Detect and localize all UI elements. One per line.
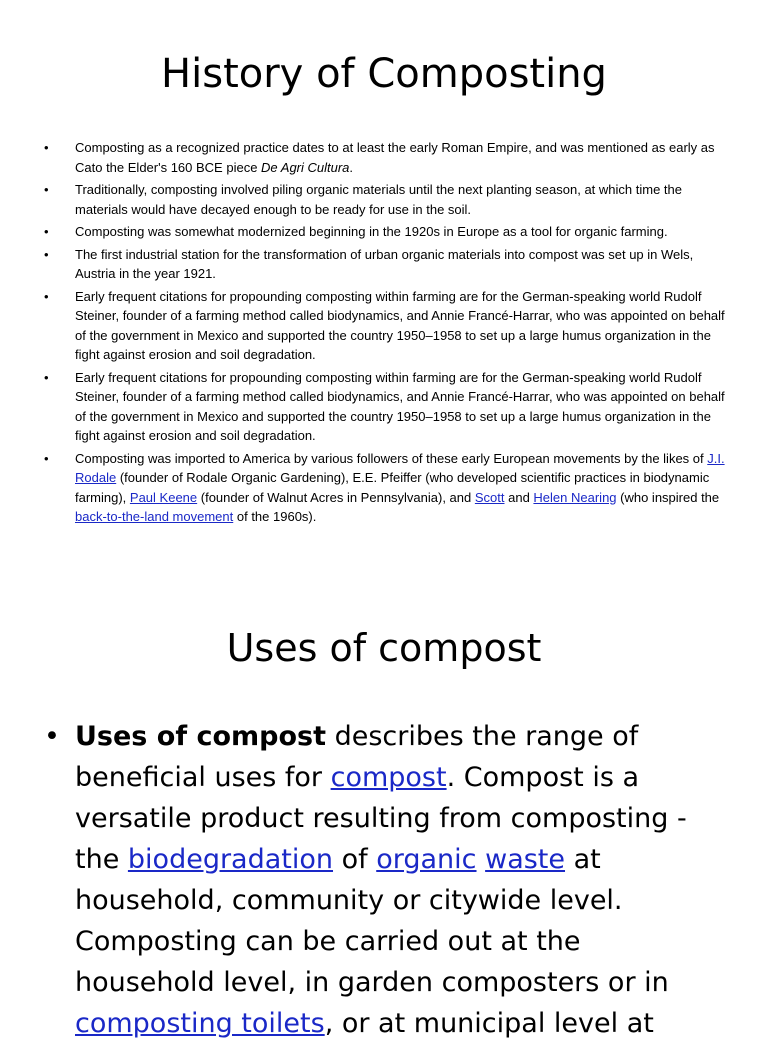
link-scott[interactable]: Scott	[474, 489, 505, 505]
bullet-text: of	[333, 844, 377, 875]
uses-bullet-list	[44, 716, 724, 1044]
bullet-text: .	[349, 159, 354, 175]
book-title: De Agri Cultura	[261, 159, 350, 175]
history-bullet-list	[44, 138, 734, 530]
bullet-text: (who inspired the	[616, 489, 720, 505]
bullet-text: of the 1960s).	[233, 509, 317, 524]
link-biodegradation[interactable]: biodegradation	[127, 844, 334, 875]
link-waste[interactable]: waste	[485, 844, 566, 875]
history-bullet-5: • Early frequent citations for propounding composting within farming are for the German-speaking world Rudolf Steiner, founder of a farming method called biodynamics, and Annie Francé-Harrar, who was appointed on behalf of the government in Mexico and supported the country 1950–1958 to set up a large humus organization in the fight against erosion and soil degradation.	[44, 287, 734, 365]
bullet-text: , or at municipal level at	[324, 1008, 654, 1039]
bullet-text	[477, 844, 486, 875]
uses-title: Uses of compost	[226, 626, 542, 670]
bullet-text: and	[504, 489, 534, 505]
bullet-text: at household, community or citywide level. Composting can be carried out at the household level, in garden composters or in	[75, 844, 669, 998]
link-ji-rodale[interactable]: J.I. Rodale	[75, 450, 725, 485]
history-bullet-1	[44, 138, 734, 177]
link-helen-nearing[interactable]: Helen Nearing	[533, 489, 617, 505]
link-compost[interactable]: compost	[330, 762, 447, 793]
uses-bullet-1	[44, 716, 724, 1044]
bullet-text: Composting was imported to America by various followers of these early European movements by the likes of	[75, 450, 708, 466]
link-paul-keene[interactable]: Paul Keene	[129, 489, 198, 505]
bullet-text: (founder of Rodale Organic Gardening), E.E. Pfeiffer (who developed scientific practices in biodynamic farming),	[75, 470, 710, 505]
history-title: History of Composting	[161, 51, 607, 97]
link-composting-toilets[interactable]: composting toilets	[75, 1008, 325, 1039]
link-organic[interactable]: organic	[376, 844, 477, 875]
history-bullet-6: • Early frequent citations for propounding composting within farming are for the German-speaking world Rudolf Steiner, founder of a farming method called biodynamics, and Annie Francé-Harrar, who was appointed on behalf of the government in Mexico and supported the country 1950–1958 to set up a large humus organization in the fight against erosion and soil degradation.	[44, 368, 734, 446]
bullet-text: Composting as a recognized practice dates to at least the early Roman Empire, and was mentioned as early as Cato the Elder's 160 BCE piece	[75, 140, 715, 175]
history-bullet-2: • Traditionally, composting involved piling organic materials until the next planting season, at which time the materials would have decayed enough to be ready for use in the soil.	[44, 180, 734, 219]
history-bullet-7	[44, 449, 734, 527]
history-bullet-3: • Composting was somewhat modernized beginning in the 1920s in Europe as a tool for organic farming.	[44, 222, 734, 242]
bullet-text: . Compost is a versatile product resulting from composting - the	[75, 762, 687, 875]
bullet-text: describes the range of beneficial uses for	[75, 721, 639, 793]
bold-term: Uses of compost	[75, 721, 327, 752]
bullet-text: (founder of Walnut Acres in Pennsylvania), and	[197, 489, 475, 505]
link-back-to-the-land-movement[interactable]: back-to-the-land movement	[75, 509, 234, 524]
history-bullet-4: • The first industrial station for the transformation of urban organic materials into compost was set up in Wels, Austria in the year 1921.	[44, 245, 734, 284]
